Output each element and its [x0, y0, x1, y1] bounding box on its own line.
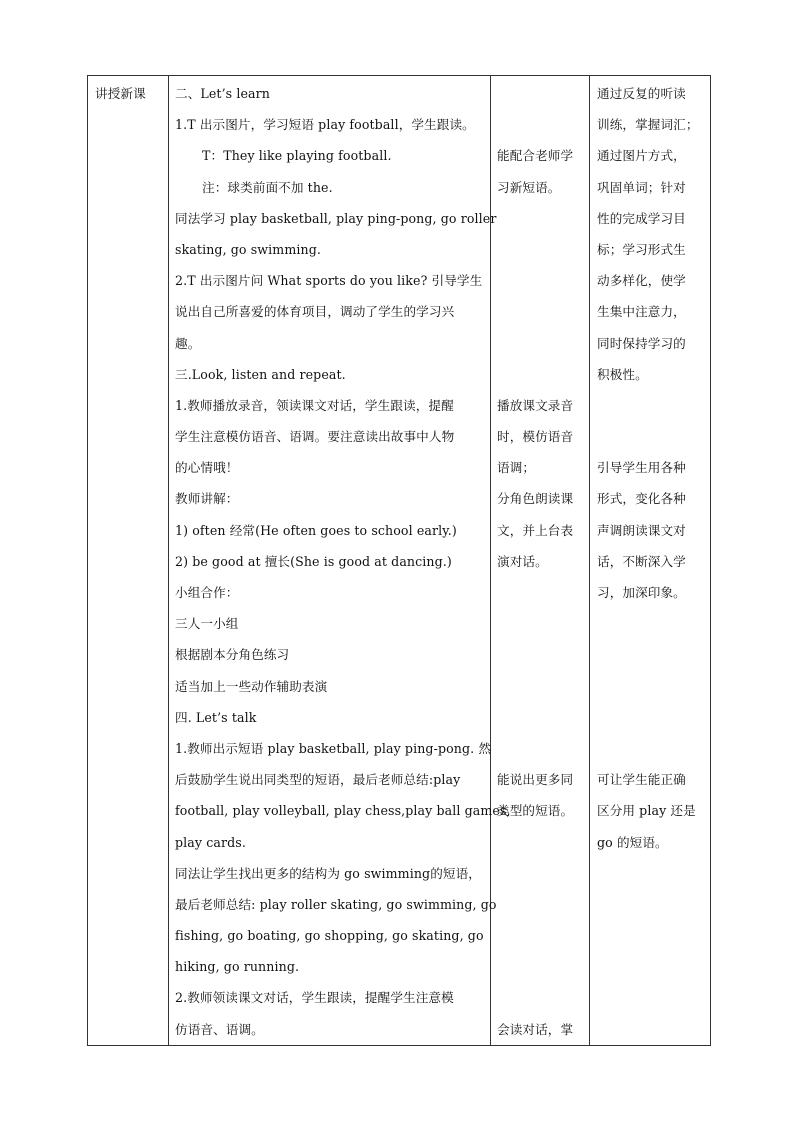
- intent-line: 生集中注意力，: [597, 304, 686, 320]
- intent-line: 积极性。: [597, 366, 648, 382]
- student-line: [497, 608, 589, 639]
- content-line: 说出自己所喜爱的体育项目，调动了学生的学习兴: [175, 304, 455, 320]
- student-line: 会读对话，掌: [497, 1021, 574, 1037]
- student-line: [497, 265, 589, 296]
- intent-line: 同时保持学习的: [597, 335, 686, 351]
- student-line: 能配合老师学: [497, 148, 574, 164]
- content-line: 1) often 经常(He often goes to school early.): [175, 522, 457, 538]
- content-line: 二、Let’s learn: [175, 86, 270, 101]
- student-line: [497, 328, 589, 359]
- intent-line: 声调朗读课文对: [597, 522, 686, 538]
- intent-line: [597, 390, 710, 421]
- content-line: 注：球类前面不加 the.: [202, 179, 333, 195]
- student-line: 类型的短语。: [497, 803, 574, 819]
- student-activity: [491, 76, 589, 1045]
- content-line: 1.T 出示图片，学习短语 play football，学生跟读。: [175, 117, 475, 133]
- student-line: 习新短语。: [497, 179, 561, 195]
- teaching-content-cell: [169, 76, 511, 1046]
- intent-line: 形式，变化各种: [597, 491, 686, 507]
- content-line: 1.教师出示短语 play basketball, play ping-pong. 然: [175, 740, 492, 756]
- content-line: 三.Look, listen and repeat.: [175, 366, 346, 382]
- student-line: [497, 78, 589, 109]
- intent-line: go 的短语。: [597, 834, 668, 850]
- intent-line: [597, 639, 710, 670]
- intent-line: 可让学生能正确: [597, 772, 686, 788]
- content-line: 后鼓励学生说出同类型的短语，最后老师总结:play: [175, 772, 461, 788]
- content-line: 2.T 出示图片问 What sports do you like? 引导学生: [175, 273, 483, 289]
- student-line: 分角色朗读课: [497, 491, 574, 507]
- content-line: skating, go swimming.: [175, 241, 321, 257]
- student-line: [497, 203, 589, 234]
- intent-line: [597, 421, 710, 452]
- content-line: 趣。: [175, 335, 201, 351]
- student-line: [497, 982, 589, 1013]
- student-line: [497, 296, 589, 327]
- section-label-cell: [88, 76, 169, 1046]
- intent-line: [597, 733, 710, 764]
- student-line: [497, 858, 589, 889]
- student-line: [497, 827, 589, 858]
- intent-line: [597, 608, 710, 639]
- intent-line: 性的完成学习目: [597, 210, 686, 226]
- content-line: 四. Let’s talk: [175, 709, 257, 725]
- student-line: [497, 702, 589, 733]
- content-line: 根据剧本分角色练习: [175, 647, 290, 663]
- content-line: 最后老师总结: play roller skating, go swimming, go: [175, 896, 497, 912]
- design-intent: [590, 76, 710, 858]
- intent-line: [597, 702, 710, 733]
- student-line: [497, 920, 589, 951]
- content-line: 教师讲解：: [175, 491, 239, 507]
- section-label: 讲授新课: [95, 86, 146, 101]
- intent-line: 习，加深印象。: [597, 585, 686, 600]
- content-line: 适当加上一些动作辅助表演: [175, 678, 328, 694]
- student-line: 播放课文录音: [497, 397, 574, 413]
- content-line: fishing, go boating, go shopping, go skating, go: [175, 928, 484, 944]
- student-line: 文，并上台表: [497, 522, 574, 538]
- intent-line: 通过图片方式，: [597, 148, 686, 164]
- content-line: T：They like playing football.: [202, 148, 392, 164]
- intent-line: [597, 671, 710, 702]
- content-line: 同法学习 play basketball, play ping-pong, go roller: [175, 210, 497, 226]
- student-line: 能说出更多同: [497, 772, 574, 788]
- student-line: 语调；: [497, 460, 536, 476]
- design-intent-cell: [590, 76, 711, 1046]
- intent-line: 通过反复的听读: [597, 86, 686, 101]
- content-line: hiking, go running.: [175, 959, 300, 975]
- content-line: 三人一小组: [175, 616, 239, 632]
- student-activity-cell: [491, 76, 590, 1046]
- student-line: [497, 889, 589, 920]
- intent-line: 标；学习形式生: [597, 241, 686, 257]
- teaching-content: [169, 76, 511, 1045]
- student-line: [497, 639, 589, 670]
- content-line: 同法让学生找出更多的结构为 go swimming的短语，: [175, 865, 481, 881]
- student-line: [497, 951, 589, 982]
- content-line: football, play volleyball, play chess,play ball games,: [175, 803, 511, 819]
- content-line: 仿语音、语调。: [175, 1021, 264, 1037]
- lesson-plan-table: [87, 75, 711, 1046]
- student-line: 时，模仿语音: [497, 429, 574, 445]
- content-line: 小组合作：: [175, 585, 239, 600]
- student-line: [497, 577, 589, 608]
- table-row: [88, 76, 711, 1046]
- content-line: 2) be good at 擅长(She is good at dancing.): [175, 553, 452, 569]
- content-line: 1.教师播放录音，领读课文对话，学生跟读，提醒: [175, 397, 454, 413]
- content-line: 2.教师领读课文对话，学生跟读，提醒学生注意模: [175, 990, 454, 1006]
- intent-line: 巩固单词；针对: [597, 179, 686, 195]
- student-line: [497, 359, 589, 390]
- student-line: 演对话。: [497, 553, 548, 569]
- content-line: 学生注意模仿语音、语调。要注意读出故事中人物: [175, 429, 455, 445]
- intent-line: 区分用 play 还是: [597, 803, 696, 819]
- student-line: [497, 234, 589, 265]
- intent-line: 训练，掌握词汇；: [597, 117, 699, 133]
- student-line: [497, 733, 589, 764]
- intent-line: 话，不断深入学: [597, 553, 686, 569]
- content-line: play cards.: [175, 834, 246, 850]
- content-line: 的心情哦！: [175, 460, 239, 476]
- intent-line: 动多样化，使学: [597, 273, 686, 289]
- student-line: [497, 109, 589, 140]
- student-line: [497, 671, 589, 702]
- intent-line: 引导学生用各种: [597, 460, 686, 476]
